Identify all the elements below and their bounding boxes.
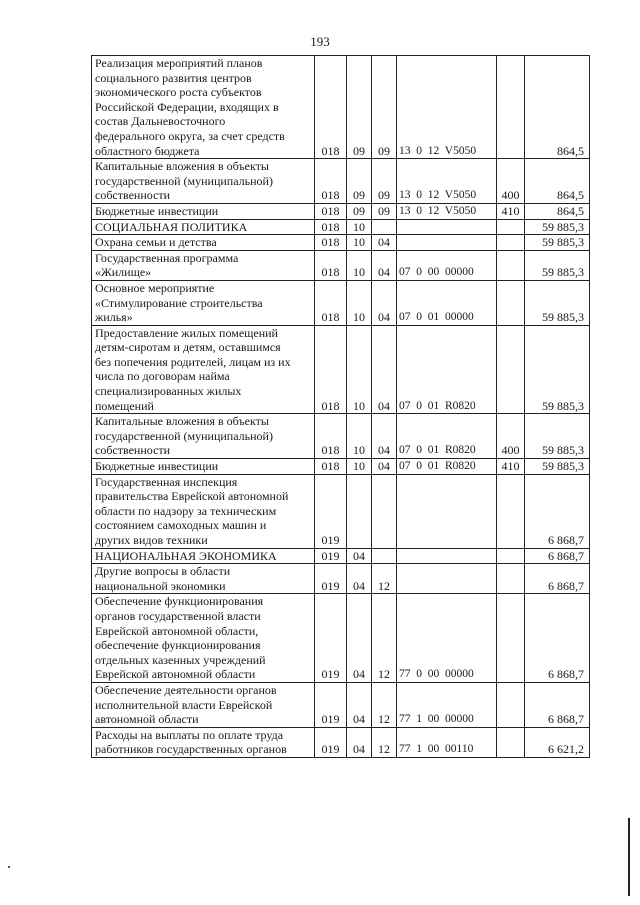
row-subsection-code: 09 bbox=[372, 159, 397, 204]
row-expense-type bbox=[497, 325, 525, 414]
row-amount: 59 885,3 bbox=[525, 280, 590, 325]
row-target-code bbox=[397, 474, 497, 548]
row-section-code: 10 bbox=[347, 325, 372, 414]
row-section-code: 10 bbox=[347, 250, 372, 280]
row-target-code: 13 0 12 V5050 bbox=[397, 159, 497, 204]
row-amount: 59 885,3 bbox=[525, 414, 590, 459]
row-target-code: 13 0 12 V5050 bbox=[397, 203, 497, 219]
table-row bbox=[92, 219, 590, 235]
row-subsection-code: 04 bbox=[372, 459, 397, 475]
row-expense-type: 410 bbox=[497, 459, 525, 475]
row-expense-type bbox=[497, 727, 525, 757]
row-section-code: 04 bbox=[347, 548, 372, 564]
row-target-code bbox=[397, 235, 497, 251]
row-ved-code: 019 bbox=[315, 682, 347, 727]
row-expense-type bbox=[497, 548, 525, 564]
row-ved-code: 018 bbox=[315, 159, 347, 204]
row-ved-code: 019 bbox=[315, 564, 347, 594]
row-ved-code: 018 bbox=[315, 414, 347, 459]
row-ved-code: 018 bbox=[315, 250, 347, 280]
row-target-code bbox=[397, 564, 497, 594]
row-section-code: 10 bbox=[347, 459, 372, 475]
row-name: СОЦИАЛЬНАЯ ПОЛИТИКА bbox=[92, 219, 315, 235]
row-section-code: 09 bbox=[347, 159, 372, 204]
row-subsection-code: 04 bbox=[372, 414, 397, 459]
row-name: Бюджетные инвестиции bbox=[92, 203, 315, 219]
row-target-code: 77 0 00 00000 bbox=[397, 594, 497, 683]
row-name: Реализация мероприятий планов социального развития центров экономического роста субъектов Российской Федерации, входящих в состав Дальневосточного федерального округа, за счет средств областного бюджета bbox=[92, 56, 315, 159]
table-row bbox=[92, 159, 590, 204]
row-name: Основное мероприятие «Стимулирование строительства жилья» bbox=[92, 280, 315, 325]
row-expense-type bbox=[497, 682, 525, 727]
table-row bbox=[92, 682, 590, 727]
row-ved-code: 018 bbox=[315, 325, 347, 414]
row-target-code: 77 1 00 00110 bbox=[397, 727, 497, 757]
row-target-code: 07 0 01 R0820 bbox=[397, 414, 497, 459]
row-name: Капитальные вложения в объекты государственной (муниципальной) собственности bbox=[92, 414, 315, 459]
row-amount: 6 868,7 bbox=[525, 594, 590, 683]
row-expense-type bbox=[497, 594, 525, 683]
row-subsection-code: 12 bbox=[372, 564, 397, 594]
row-ved-code: 018 bbox=[315, 56, 347, 159]
row-name: Государственная программа «Жилище» bbox=[92, 250, 315, 280]
row-target-code: 07 0 01 00000 bbox=[397, 280, 497, 325]
row-section-code: 09 bbox=[347, 56, 372, 159]
row-expense-type: 400 bbox=[497, 159, 525, 204]
row-expense-type bbox=[497, 250, 525, 280]
table-row bbox=[92, 56, 590, 159]
row-name: Бюджетные инвестиции bbox=[92, 459, 315, 475]
row-target-code: 07 0 01 R0820 bbox=[397, 325, 497, 414]
table-row bbox=[92, 548, 590, 564]
row-section-code: 04 bbox=[347, 564, 372, 594]
row-ved-code: 018 bbox=[315, 203, 347, 219]
row-amount: 6 868,7 bbox=[525, 564, 590, 594]
row-ved-code: 019 bbox=[315, 548, 347, 564]
row-name: Обеспечение функционирования органов государственной власти Еврейской автономной области, обеспечение функционирования отдельных казенных учреждений Еврейской автономной области bbox=[92, 594, 315, 683]
row-target-code bbox=[397, 548, 497, 564]
row-ved-code: 019 bbox=[315, 474, 347, 548]
row-expense-type: 400 bbox=[497, 414, 525, 459]
table-row bbox=[92, 280, 590, 325]
row-ved-code: 018 bbox=[315, 459, 347, 475]
row-amount: 59 885,3 bbox=[525, 459, 590, 475]
table-row bbox=[92, 594, 590, 683]
table-row bbox=[92, 727, 590, 757]
row-expense-type: 410 bbox=[497, 203, 525, 219]
margin-line bbox=[628, 818, 630, 896]
row-amount: 6 621,2 bbox=[525, 727, 590, 757]
budget-table-body bbox=[92, 56, 590, 758]
row-name: Предоставление жилых помещений детям-сиротам и детям, оставшимся без попечения родителей, лицам из их числа по договорам найма специализированных жилых помещений bbox=[92, 325, 315, 414]
row-subsection-code: 04 bbox=[372, 325, 397, 414]
row-subsection-code: 04 bbox=[372, 235, 397, 251]
row-expense-type bbox=[497, 564, 525, 594]
row-subsection-code: 12 bbox=[372, 682, 397, 727]
row-subsection-code: 04 bbox=[372, 250, 397, 280]
table-row bbox=[92, 203, 590, 219]
row-ved-code: 019 bbox=[315, 594, 347, 683]
row-target-code: 07 0 01 R0820 bbox=[397, 459, 497, 475]
row-amount: 59 885,3 bbox=[525, 325, 590, 414]
row-amount: 864,5 bbox=[525, 159, 590, 204]
row-subsection-code: 12 bbox=[372, 727, 397, 757]
row-subsection-code: 09 bbox=[372, 203, 397, 219]
row-name: Капитальные вложения в объекты государственной (муниципальной) собственности bbox=[92, 159, 315, 204]
row-subsection-code: 12 bbox=[372, 594, 397, 683]
row-subsection-code bbox=[372, 474, 397, 548]
row-ved-code: 019 bbox=[315, 727, 347, 757]
row-amount: 59 885,3 bbox=[525, 250, 590, 280]
row-name: НАЦИОНАЛЬНАЯ ЭКОНОМИКА bbox=[92, 548, 315, 564]
row-amount: 864,5 bbox=[525, 203, 590, 219]
row-amount: 59 885,3 bbox=[525, 219, 590, 235]
row-amount: 864,5 bbox=[525, 56, 590, 159]
row-subsection-code: 09 bbox=[372, 56, 397, 159]
row-ved-code: 018 bbox=[315, 235, 347, 251]
row-section-code: 09 bbox=[347, 203, 372, 219]
table-row bbox=[92, 235, 590, 251]
table-row bbox=[92, 414, 590, 459]
row-ved-code: 018 bbox=[315, 280, 347, 325]
scan-speck bbox=[8, 866, 10, 868]
row-name: Обеспечение деятельности органов исполнительной власти Еврейской автономной области bbox=[92, 682, 315, 727]
row-section-code: 10 bbox=[347, 280, 372, 325]
row-target-code: 07 0 00 00000 bbox=[397, 250, 497, 280]
row-section-code: 04 bbox=[347, 727, 372, 757]
row-subsection-code bbox=[372, 219, 397, 235]
row-target-code: 77 1 00 00000 bbox=[397, 682, 497, 727]
page-number: 193 bbox=[310, 34, 330, 49]
row-name: Государственная инспекция правительства Еврейской автономной области по надзору за техническим состоянием самоходных машин и других видов техники bbox=[92, 474, 315, 548]
row-expense-type bbox=[497, 474, 525, 548]
row-ved-code: 018 bbox=[315, 219, 347, 235]
row-expense-type bbox=[497, 235, 525, 251]
row-amount: 6 868,7 bbox=[525, 548, 590, 564]
row-section-code: 04 bbox=[347, 682, 372, 727]
row-target-code: 13 0 12 V5050 bbox=[397, 56, 497, 159]
table-row bbox=[92, 250, 590, 280]
table-row bbox=[92, 474, 590, 548]
row-section-code: 10 bbox=[347, 219, 372, 235]
row-section-code: 10 bbox=[347, 414, 372, 459]
row-name: Другие вопросы в области национальной экономики bbox=[92, 564, 315, 594]
table-row bbox=[92, 325, 590, 414]
row-target-code bbox=[397, 219, 497, 235]
row-section-code: 04 bbox=[347, 594, 372, 683]
row-subsection-code bbox=[372, 548, 397, 564]
row-section-code: 10 bbox=[347, 235, 372, 251]
row-expense-type bbox=[497, 280, 525, 325]
row-amount: 59 885,3 bbox=[525, 235, 590, 251]
row-amount: 6 868,7 bbox=[525, 682, 590, 727]
table-row bbox=[92, 459, 590, 475]
row-expense-type bbox=[497, 56, 525, 159]
row-amount: 6 868,7 bbox=[525, 474, 590, 548]
table-row bbox=[92, 564, 590, 594]
row-name: Расходы на выплаты по оплате труда работников государственных органов bbox=[92, 727, 315, 757]
row-expense-type bbox=[497, 219, 525, 235]
row-section-code bbox=[347, 474, 372, 548]
row-subsection-code: 04 bbox=[372, 280, 397, 325]
budget-table bbox=[91, 55, 590, 758]
row-name: Охрана семьи и детства bbox=[92, 235, 315, 251]
